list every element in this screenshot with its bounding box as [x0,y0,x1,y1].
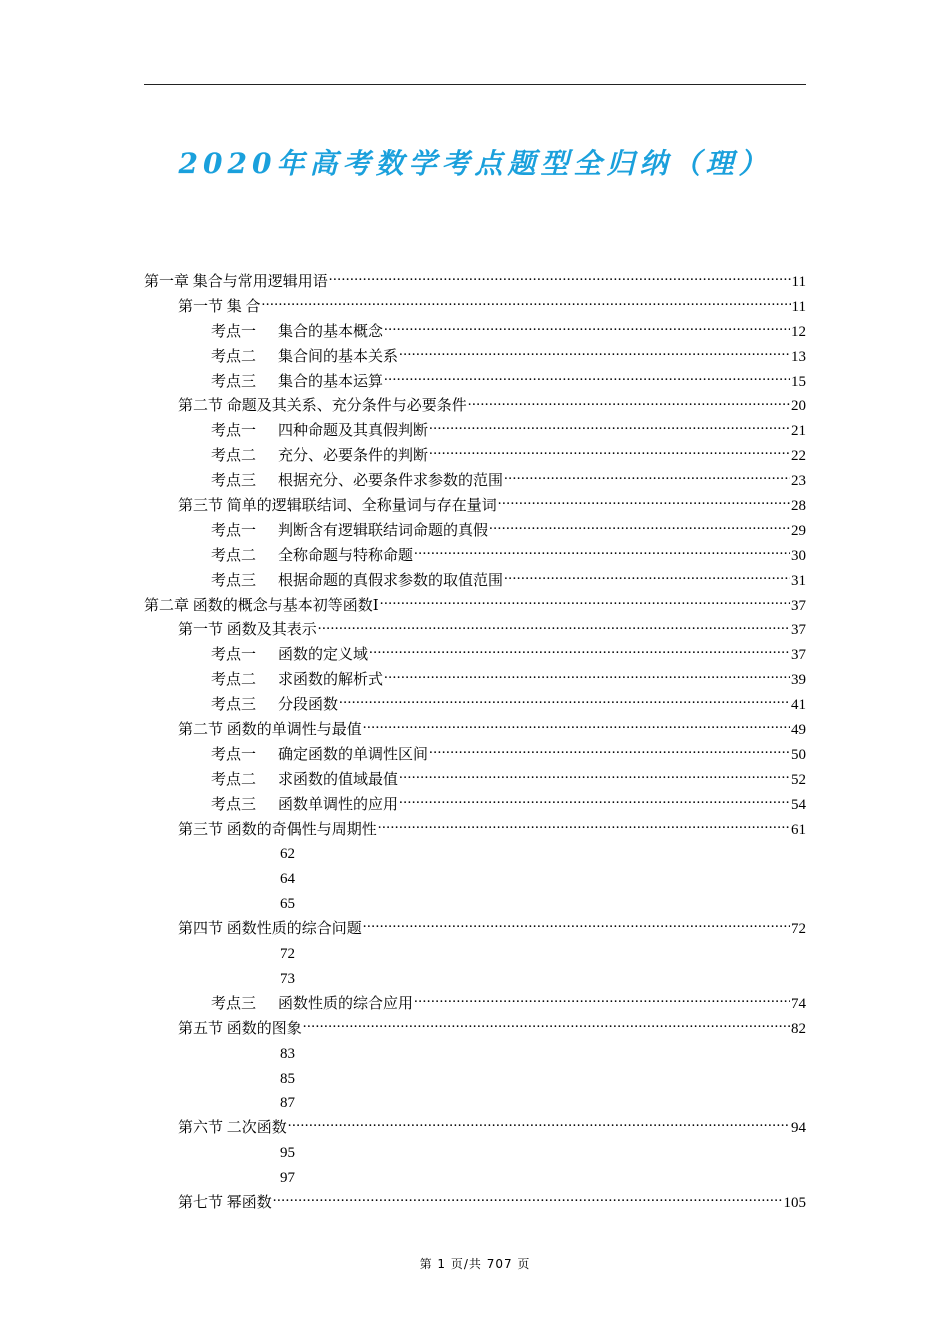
dot-leader [429,445,790,460]
dot-leader [414,993,790,1008]
dot-leader [414,545,790,560]
toc-section[interactable] [144,295,806,320]
toc-page-number: 61 [791,821,806,838]
toc-topic[interactable] [144,419,806,444]
toc-page-number: 73 [280,970,295,987]
toc-topic-title: 确定函数的单调性区间 [278,746,429,763]
toc-topic-label [211,370,383,395]
toc-page-number: 74 [791,995,806,1012]
toc-section[interactable] [144,1017,806,1042]
toc-topic[interactable] [144,668,806,693]
toc-page-number: 62 [280,846,295,863]
toc-topic-label [211,743,428,768]
toc-topic-number: 考点二 [211,547,257,564]
dot-leader [339,694,790,709]
toc-topic-label [211,320,383,345]
toc-page-number: 50 [791,746,806,763]
toc-topic-title: 充分、必要条件的判断 [278,448,429,465]
toc-topic-label [211,544,413,569]
toc-topic[interactable] [144,793,806,818]
dot-leader [429,744,790,759]
toc-entry-title: 第一节 集 合 [178,298,261,315]
toc-section[interactable] [144,718,806,743]
toc-page-number: 23 [791,473,806,490]
toc-entry-title: 第三节 简单的逻辑联结词、全称量词与存在量词 [178,498,497,515]
toc-topic-number: 考点一 [211,746,257,763]
toc-page-number: 49 [791,722,806,739]
toc-orphan-page-number[interactable] [144,867,806,892]
toc-page-number: 29 [791,522,806,539]
toc-page-number: 37 [791,597,806,614]
toc-topic-label [211,569,503,594]
toc-entry-title: 第二节 函数的单调性与最值 [178,722,362,739]
toc-topic-label [211,992,413,1017]
document-title: 2020年高考数学考点题型全归纳（理） [178,147,772,180]
toc-page-number: 95 [280,1145,295,1162]
toc-page-number: 54 [791,796,806,813]
toc-orphan-page-number[interactable] [144,892,806,917]
toc-page-number: 11 [791,274,806,290]
toc-entry-title: 第五节 函数的图象 [178,1020,302,1037]
toc-topic[interactable] [144,444,806,469]
toc-topic[interactable] [144,569,806,594]
toc-topic-title: 求函数的解析式 [278,672,384,689]
toc-topic[interactable] [144,693,806,718]
toc-page-number: 72 [791,921,806,938]
toc-topic[interactable] [144,345,806,370]
dot-leader [399,769,790,784]
toc-topic[interactable] [144,519,806,544]
toc-page-number: 82 [791,1020,806,1037]
dot-leader [378,819,790,834]
toc-section[interactable] [144,494,806,519]
toc-topic-number: 考点一 [211,323,257,340]
table-of-contents [144,270,806,1216]
toc-topic-label [211,768,398,793]
toc-page-number: 20 [791,398,806,415]
toc-topic-label [211,419,428,444]
toc-page-number: 12 [791,323,806,340]
toc-orphan-page-number[interactable] [144,967,806,992]
dot-leader [303,1018,790,1033]
toc-topic-title: 四种命题及其真假判断 [278,423,429,440]
toc-page-number: 97 [280,1170,295,1187]
dot-leader [504,470,790,485]
toc-orphan-page-number[interactable] [144,1091,806,1116]
toc-topic-number: 考点一 [211,522,257,539]
dot-leader [384,371,790,386]
toc-topic[interactable] [144,469,806,494]
toc-page-number: 52 [791,771,806,788]
toc-section[interactable] [144,394,806,419]
toc-entry-title: 第四节 函数性质的综合问题 [178,921,362,938]
toc-entry-title: 第六节 二次函数 [178,1120,287,1137]
toc-page-number: 15 [791,373,806,390]
toc-topic-title: 集合的基本概念 [278,323,384,340]
toc-section[interactable] [144,818,806,843]
toc-page-number: 37 [791,622,806,639]
toc-entry-title: 第二节 命题及其关系、充分条件与必要条件 [178,398,467,415]
dot-leader [380,595,790,610]
dot-leader [498,495,790,510]
toc-topic-number: 考点三 [211,697,257,714]
toc-page-number: 64 [280,871,295,888]
toc-topic[interactable] [144,370,806,395]
header-rule [144,84,806,85]
toc-topic[interactable] [144,544,806,569]
toc-topic-number: 考点二 [211,672,257,689]
toc-topic-number: 考点一 [211,423,257,440]
toc-topic-label [211,693,338,718]
toc-page-number: 31 [791,572,806,589]
toc-orphan-page-number[interactable] [144,842,806,867]
toc-page-number: 94 [791,1120,806,1137]
toc-topic-label [211,444,428,469]
dot-leader [369,644,790,659]
toc-topic[interactable] [144,743,806,768]
toc-orphan-page-number[interactable] [144,1067,806,1092]
toc-page-number: 65 [280,896,295,913]
toc-topic-title: 全称命题与特称命题 [278,547,414,564]
dot-leader [363,918,790,933]
dot-leader [288,1117,790,1132]
toc-page-number: 87 [280,1095,295,1112]
toc-topic-title: 根据充分、必要条件求参数的范围 [278,473,504,490]
toc-section[interactable] [144,618,806,643]
toc-topic-number: 考点三 [211,796,257,813]
toc-orphan-page-number[interactable] [144,1042,806,1067]
dot-leader [363,719,790,734]
toc-page-number: 11 [791,298,806,315]
dot-leader [504,570,790,585]
dot-leader [384,321,790,336]
toc-orphan-page-number[interactable] [144,1141,806,1166]
toc-topic-number: 考点三 [211,373,257,390]
toc-page-number: 30 [791,547,806,564]
toc-entry-title: 第一节 函数及其表示 [178,622,317,639]
toc-entry-title: 第三节 函数的奇偶性与周期性 [178,821,377,838]
toc-topic-label [211,668,383,693]
toc-topic-label [211,793,398,818]
toc-topic-label [211,643,368,668]
toc-page-number: 22 [791,448,806,465]
toc-topic[interactable] [144,768,806,793]
toc-topic-number: 考点二 [211,448,257,465]
dot-leader [273,1192,783,1207]
toc-topic-title: 函数单调性的应用 [278,796,399,813]
dot-leader [468,395,790,410]
toc-chapter[interactable] [144,270,806,295]
toc-topic-title: 函数性质的综合应用 [278,995,414,1012]
dot-leader [429,420,790,435]
dot-leader [329,271,791,286]
toc-topic-number: 考点一 [211,647,257,664]
toc-entry-title: 第七节 幂函数 [178,1194,272,1211]
page-footer: 第 1 页/共 707 页 [419,1257,531,1271]
dot-leader [489,520,790,535]
toc-page-number: 13 [791,348,806,365]
toc-topic-number: 考点二 [211,348,257,365]
toc-topic-number: 考点三 [211,572,257,589]
toc-section[interactable] [144,1116,806,1141]
toc-page-number: 28 [791,498,806,515]
toc-topic-title: 求函数的值域最值 [278,771,399,788]
dot-leader [318,619,790,634]
toc-topic[interactable] [144,992,806,1017]
dot-leader [399,794,790,809]
dot-leader [384,669,790,684]
toc-topic-number: 考点二 [211,771,257,788]
toc-chapter[interactable] [144,594,806,619]
toc-orphan-page-number[interactable] [144,1166,806,1191]
toc-topic[interactable] [144,643,806,668]
toc-page-number: 105 [783,1194,806,1211]
toc-page-number: 72 [280,946,295,963]
toc-topic-title: 判断含有逻辑联结词命题的真假 [278,522,489,539]
toc-page-number: 39 [791,672,806,689]
toc-topic-title: 函数的定义域 [278,647,369,664]
toc-page-number: 41 [791,697,806,714]
toc-topic-title: 根据命题的真假求参数的取值范围 [278,572,504,589]
toc-topic-label [211,469,503,494]
toc-topic[interactable] [144,320,806,345]
toc-topic-title: 分段函数 [278,697,339,714]
toc-topic-label [211,519,488,544]
toc-topic-title: 集合间的基本关系 [278,348,399,365]
toc-page-number: 37 [791,647,806,664]
toc-topic-title: 集合的基本运算 [278,373,384,390]
dot-leader [262,296,791,311]
toc-orphan-page-number[interactable] [144,942,806,967]
toc-topic-number: 考点三 [211,473,257,490]
dot-leader [399,346,790,361]
toc-section[interactable] [144,917,806,942]
toc-section[interactable] [144,1191,806,1216]
toc-topic-number: 考点三 [211,995,257,1012]
toc-page-number: 21 [791,423,806,440]
toc-entry-title: 第二章 函数的概念与基本初等函数Ⅰ [144,597,379,614]
toc-entry-title: 第一章 集合与常用逻辑用语 [144,274,328,290]
toc-topic-label [211,345,398,370]
toc-page-number: 83 [280,1045,295,1062]
toc-page-number: 85 [280,1070,295,1087]
